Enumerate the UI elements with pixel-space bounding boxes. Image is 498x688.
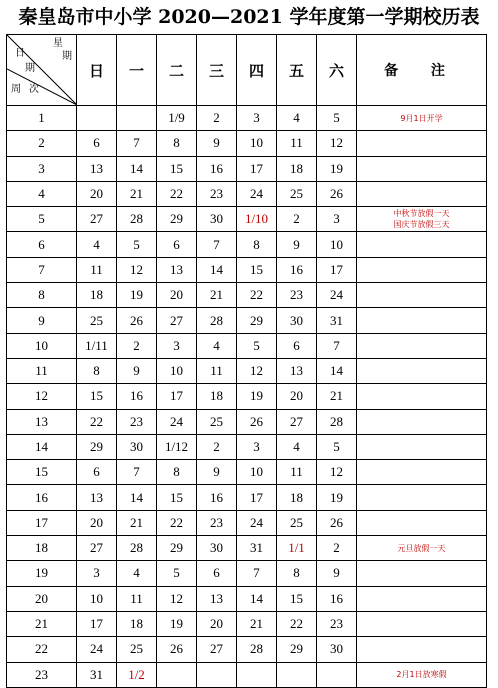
week-row [7,181,487,206]
remark-cell [357,131,487,156]
date-cell: 24 [317,283,357,308]
date-cell: 19 [237,384,277,409]
date-cell: 11 [197,358,237,383]
week-number-cell: 8 [7,283,77,308]
date-cell: 19 [117,283,157,308]
day-header-wed: 三 [197,35,237,106]
date-cell: 28 [117,536,157,561]
date-cell: 7 [197,232,237,257]
week-row [7,561,487,586]
date-cell: 1/1 [277,536,317,561]
date-cell: 15 [237,257,277,282]
date-cell: 26 [317,181,357,206]
remark-cell [357,232,487,257]
date-cell: 3 [237,434,277,459]
date-cell: 18 [117,611,157,636]
date-cell: 8 [77,358,117,383]
remark-cell [357,283,487,308]
week-number-cell: 3 [7,156,77,181]
date-cell: 21 [117,510,157,535]
date-cell: 27 [197,637,237,662]
date-cell: 9 [197,460,237,485]
date-cell: 10 [317,232,357,257]
date-cell: 5 [117,232,157,257]
week-row [7,308,487,333]
date-cell: 16 [277,257,317,282]
date-cell: 8 [157,460,197,485]
date-cell: 19 [317,485,357,510]
week-row [7,156,487,181]
date-cell: 3 [237,106,277,131]
date-cell [317,662,357,687]
week-number-cell: 13 [7,409,77,434]
remark-cell [357,358,487,383]
date-cell: 23 [197,181,237,206]
date-cell: 16 [197,485,237,510]
date-cell: 12 [117,257,157,282]
week-row [7,207,487,232]
date-cell: 10 [237,460,277,485]
date-cell: 31 [77,662,117,687]
date-cell: 30 [117,434,157,459]
date-cell: 30 [277,308,317,333]
date-cell: 27 [77,536,117,561]
remark-cell [357,637,487,662]
date-cell: 2 [197,434,237,459]
week-number-cell: 2 [7,131,77,156]
date-cell: 25 [277,510,317,535]
date-cell: 28 [117,207,157,232]
week-row [7,536,487,561]
week-number-cell: 5 [7,207,77,232]
date-cell: 16 [197,156,237,181]
remark-cell [357,611,487,636]
date-cell: 26 [317,510,357,535]
date-cell: 9 [117,358,157,383]
calendar-body [7,106,487,688]
date-cell: 13 [277,358,317,383]
date-cell: 31 [237,536,277,561]
week-number-cell: 1 [7,106,77,131]
date-cell: 13 [77,156,117,181]
date-cell: 26 [237,409,277,434]
week-row [7,434,487,459]
week-row [7,637,487,662]
date-cell: 21 [237,611,277,636]
remark-header: 备 注 [357,35,487,106]
week-number-cell: 21 [7,611,77,636]
week-number-cell: 22 [7,637,77,662]
date-cell: 9 [317,561,357,586]
date-cell: 28 [317,409,357,434]
remark-cell [357,181,487,206]
date-cell: 2 [317,536,357,561]
date-cell: 1/10 [237,207,277,232]
date-cell: 5 [317,106,357,131]
date-cell [157,662,197,687]
date-cell: 2 [117,333,157,358]
date-cell: 5 [157,561,197,586]
date-cell: 11 [77,257,117,282]
date-cell: 22 [157,510,197,535]
date-cell: 6 [77,131,117,156]
remark-cell [357,586,487,611]
remark-cell [357,384,487,409]
date-cell [237,662,277,687]
date-cell: 18 [197,384,237,409]
date-cell: 12 [237,358,277,383]
date-cell: 25 [77,308,117,333]
date-cell: 15 [77,384,117,409]
week-row [7,409,487,434]
date-cell: 12 [317,131,357,156]
date-cell: 20 [157,283,197,308]
day-header-mon: 一 [117,35,157,106]
date-cell: 26 [157,637,197,662]
date-cell: 29 [237,308,277,333]
week-number-cell: 11 [7,358,77,383]
date-cell: 17 [237,485,277,510]
week-row [7,131,487,156]
date-cell: 27 [157,308,197,333]
date-cell: 13 [77,485,117,510]
date-cell: 10 [77,586,117,611]
date-cell: 29 [277,637,317,662]
date-cell: 9 [277,232,317,257]
week-number-cell: 19 [7,561,77,586]
corner-header-cell [7,35,77,106]
date-cell: 29 [157,536,197,561]
date-cell: 27 [77,207,117,232]
date-cell: 17 [157,384,197,409]
date-cell: 3 [157,333,197,358]
date-cell: 17 [77,611,117,636]
corner-label-zhou: 周 [11,84,21,95]
date-cell: 22 [157,181,197,206]
remark-cell [357,485,487,510]
corner-label-qi2: 期 [25,63,35,74]
date-cell: 14 [197,257,237,282]
date-cell: 20 [277,384,317,409]
remark-cell [357,333,487,358]
week-row [7,384,487,409]
date-cell: 20 [77,510,117,535]
date-cell: 20 [77,181,117,206]
date-cell: 7 [117,460,157,485]
remark-cell [357,409,487,434]
date-cell: 4 [277,434,317,459]
date-cell: 23 [277,283,317,308]
date-cell: 21 [197,283,237,308]
date-cell: 13 [157,257,197,282]
date-cell: 27 [277,409,317,434]
date-cell: 11 [277,131,317,156]
date-cell: 21 [117,181,157,206]
remark-cell: 9月1日开学 [357,106,487,131]
date-cell: 9 [197,131,237,156]
date-cell: 23 [317,611,357,636]
corner-label-ci: 次 [29,84,39,95]
week-number-cell: 16 [7,485,77,510]
date-cell: 10 [237,131,277,156]
date-cell: 18 [77,283,117,308]
date-cell: 6 [77,460,117,485]
week-row [7,586,487,611]
date-cell: 3 [77,561,117,586]
date-cell: 4 [77,232,117,257]
date-cell: 12 [317,460,357,485]
date-cell: 8 [237,232,277,257]
week-number-cell: 12 [7,384,77,409]
week-row [7,333,487,358]
date-cell: 1/12 [157,434,197,459]
date-cell: 25 [277,181,317,206]
date-cell: 28 [197,308,237,333]
week-row [7,611,487,636]
date-cell [77,106,117,131]
date-cell: 16 [117,384,157,409]
week-number-cell: 9 [7,308,77,333]
corner-label-qi: 期 [62,51,72,62]
date-cell: 22 [237,283,277,308]
date-cell: 24 [237,181,277,206]
date-cell: 11 [277,460,317,485]
date-cell: 18 [277,485,317,510]
week-row [7,232,487,257]
date-cell: 22 [77,409,117,434]
date-cell: 29 [77,434,117,459]
date-cell: 12 [157,586,197,611]
week-number-cell: 10 [7,333,77,358]
week-row [7,106,487,131]
week-number-cell: 17 [7,510,77,535]
date-cell: 19 [157,611,197,636]
date-cell: 4 [197,333,237,358]
remark-cell [357,434,487,459]
day-header-fri: 五 [277,35,317,106]
date-cell: 8 [277,561,317,586]
date-cell: 30 [317,637,357,662]
date-cell: 14 [117,485,157,510]
week-number-cell: 23 [7,662,77,687]
date-cell: 14 [317,358,357,383]
week-number-cell: 14 [7,434,77,459]
date-cell: 4 [117,561,157,586]
remark-cell [357,510,487,535]
date-cell: 14 [237,586,277,611]
date-cell: 25 [117,637,157,662]
date-cell: 14 [117,156,157,181]
remark-cell [357,561,487,586]
date-cell: 13 [197,586,237,611]
date-cell: 30 [197,536,237,561]
date-cell: 1/9 [157,106,197,131]
date-cell [277,662,317,687]
school-calendar-table [6,34,487,688]
date-cell: 23 [197,510,237,535]
date-cell: 15 [277,586,317,611]
date-cell: 26 [117,308,157,333]
corner-label-ri: 日 [15,48,25,59]
date-cell: 23 [117,409,157,434]
week-number-cell: 20 [7,586,77,611]
week-row [7,358,487,383]
remark-cell: 2月1日放寒假 [357,662,487,687]
date-cell: 17 [237,156,277,181]
date-cell: 29 [157,207,197,232]
date-cell: 5 [237,333,277,358]
date-cell: 30 [197,207,237,232]
date-cell: 8 [157,131,197,156]
date-cell: 11 [117,586,157,611]
date-cell: 28 [237,637,277,662]
date-cell: 19 [317,156,357,181]
date-cell: 10 [157,358,197,383]
date-cell: 17 [317,257,357,282]
remark-cell [357,257,487,282]
week-number-cell: 18 [7,536,77,561]
week-row [7,510,487,535]
week-number-cell: 15 [7,460,77,485]
day-header-tue: 二 [157,35,197,106]
week-row [7,257,487,282]
remark-cell [357,156,487,181]
date-cell: 18 [277,156,317,181]
week-row [7,662,487,687]
corner-label-xing: 星 [53,38,63,49]
date-cell: 24 [77,637,117,662]
date-cell: 7 [317,333,357,358]
date-cell: 15 [157,156,197,181]
date-cell [197,662,237,687]
remark-cell [357,460,487,485]
week-row [7,460,487,485]
date-cell: 2 [277,207,317,232]
day-header-sat: 六 [317,35,357,106]
date-cell: 5 [317,434,357,459]
date-cell: 25 [197,409,237,434]
date-cell: 24 [157,409,197,434]
date-cell: 20 [197,611,237,636]
date-cell: 6 [157,232,197,257]
date-cell: 24 [237,510,277,535]
date-cell [117,106,157,131]
day-header-thu: 四 [237,35,277,106]
page-title: 秦皇岛市中小学 2020—2021 学年度第一学期校历表 [18,6,480,28]
week-number-cell: 4 [7,181,77,206]
date-cell: 1/11 [77,333,117,358]
date-cell: 21 [317,384,357,409]
date-cell: 6 [277,333,317,358]
remark-cell: 元旦放假一天 [357,536,487,561]
date-cell: 3 [317,207,357,232]
week-row [7,283,487,308]
header-row [7,35,487,106]
date-cell: 15 [157,485,197,510]
remark-cell: 中秋节放假一天 国庆节放假三天 [357,207,487,232]
date-cell: 1/2 [117,662,157,687]
date-cell: 2 [197,106,237,131]
week-row [7,485,487,510]
date-cell: 6 [197,561,237,586]
date-cell: 7 [237,561,277,586]
date-cell: 22 [277,611,317,636]
date-cell: 31 [317,308,357,333]
date-cell: 4 [277,106,317,131]
date-cell: 7 [117,131,157,156]
week-number-cell: 6 [7,232,77,257]
week-number-cell: 7 [7,257,77,282]
day-header-sun: 日 [77,35,117,106]
remark-cell [357,308,487,333]
date-cell: 16 [317,586,357,611]
